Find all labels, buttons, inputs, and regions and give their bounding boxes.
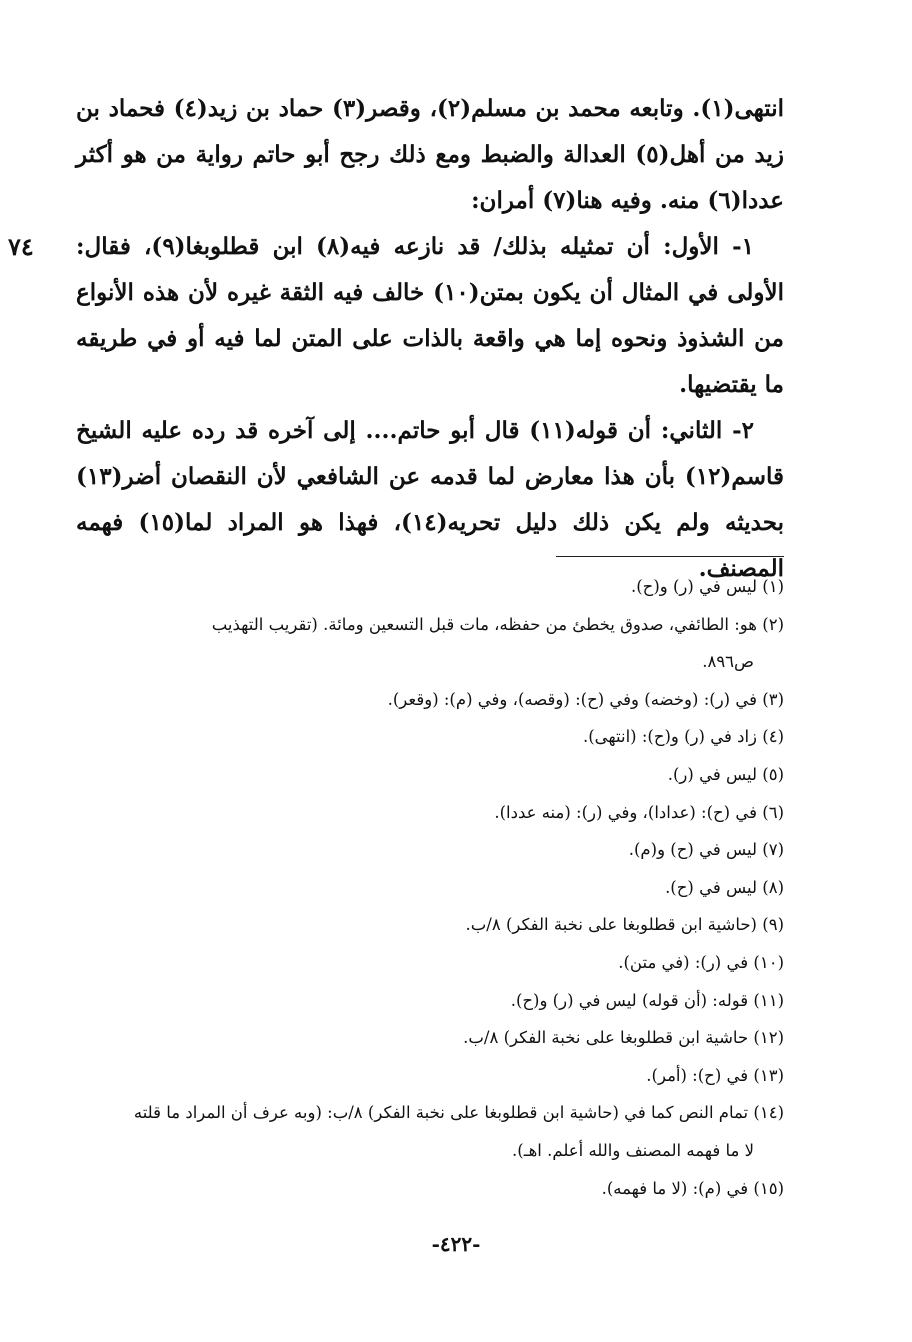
footnote-10: (١٠) في (ر): (في متن). [618, 952, 784, 972]
footnote-11: (١١) قوله: (أن قوله) ليس في (ر) و(ح). [510, 990, 784, 1010]
footnote-6: (٦) في (ح): (عدادا)، وفي (ر): (منه عددا). [494, 802, 784, 822]
footnote-8: (٨) ليس في (ح). [665, 877, 784, 897]
footnote-4: (٤) زاد في (ر) و(ح): (انتهى). [582, 727, 784, 747]
footnote-14-continuation: لا ما فهمه المصنف والله أعلم. اهـ). [512, 1140, 754, 1160]
footnote-7: (٧) ليس في (ح) و(م). [628, 840, 784, 860]
footnote-12: (١٢) حاشية ابن قطلوبغا على نخبة الفكر) ٨/ب. [463, 1028, 784, 1048]
footnote-5: (٥) ليس في (ر). [667, 764, 784, 784]
footnotes [74, 568, 784, 1207]
footnote-13: (١٣) في (ح): (أمر). [646, 1065, 784, 1085]
footnote-2: (٢) هو: الطائفي، صدوق يخطئ من حفظه، مات قبل التسعين ومائة. (تقريب التهذيب ص٨٩٦. [74, 606, 784, 681]
margin-folio-number: ٧٤ [8, 232, 34, 261]
page-number: -٤٢٢- [431, 1232, 481, 1256]
paragraph-1: انتهى(١). وتابعه محمد بن مسلم(٢)، وقصر(٣) حماد بن زيد(٤) فحماد بن زيد من أهل(٥) العدالة والضبط ومع ذلك رجح أبو حاتم رواية من هو أكثر عددا(٦) منه. وفيه هنا(٧) أمران: [76, 95, 785, 214]
paragraph-2: ١- الأول: أن تمثيله بذلك/ قد نازعه فيه(٨) ابن قطلوبغا(٩)، فقال: الأولى في المثال أن يكون بمتن(١٠) خالف فيه الثقة غيره لأن هذه الأنواع من الشذوذ ونحوه إما هي واقعة بالذات على المتن لما فيه أو في طريقه ما يقتضيها. [76, 233, 784, 398]
footnote-15: (١٥) في (م): (لا ما فهمه). [601, 1178, 784, 1198]
footnote-9: (٩) (حاشية ابن قطلوبغا على نخبة الفكر) ٨/ب. [465, 915, 784, 935]
paragraph-3: ٢- الثاني: أن قوله(١١) قال أبو حاتم.... إلى آخره قد رده عليه الشيخ قاسم(١٢) بأن هذا معارض لما قدمه عن الشافعي لأن النقصان أضر(١٣) بحديثه ولم يكن ذلك دليل تحريه(١٤)، فهذا هو المراد لما(١٥) فهمه المصنف. [76, 417, 785, 582]
footnote-separator [556, 556, 784, 557]
footnote-14: (١٤) تمام النص كما في (حاشية ابن قطلوبغا على نخبة الفكر) ٨/ب: (وبه عرف أن المراد ما قلته لا ما فهمه المصنف والله أعلم. اهـ). [74, 1094, 784, 1169]
main-text [76, 86, 784, 592]
footnote-3: (٣) في (ر): (وخضه) وفي (ح): (وقصه)، وفي (م): (وقعر). [387, 689, 784, 709]
footnote-2-continuation: ص٨٩٦. [702, 652, 754, 672]
footnote-1: (١) ليس في (ر) و(ح). [631, 577, 784, 596]
